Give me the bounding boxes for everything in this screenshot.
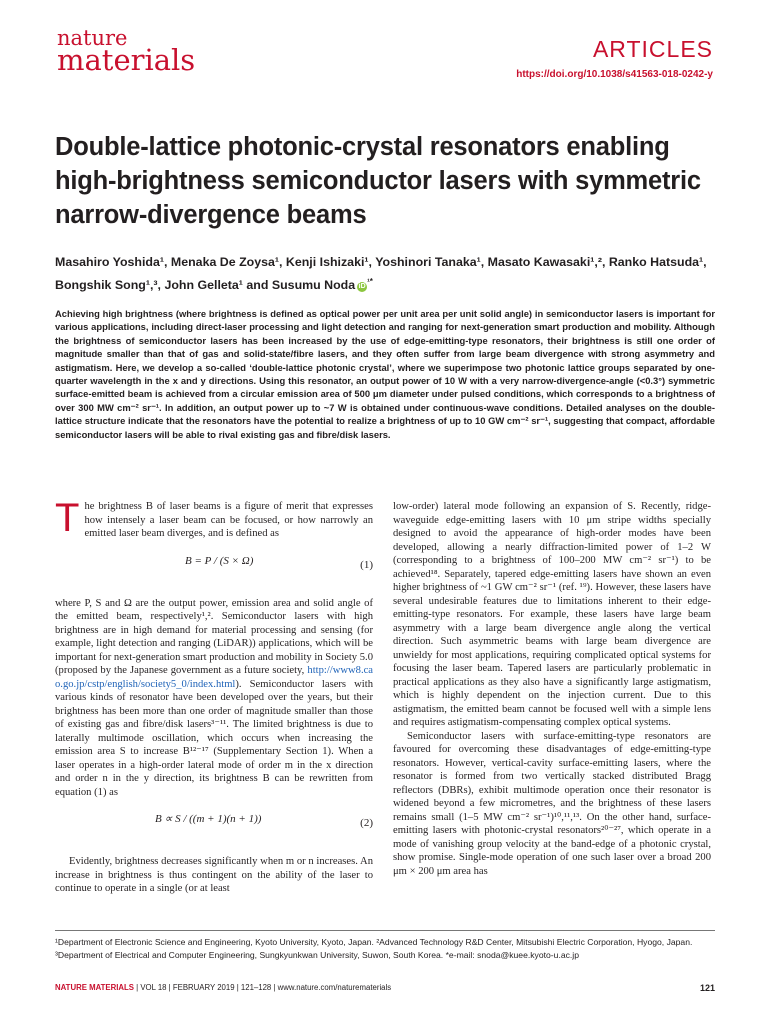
equation-2 <box>55 807 373 847</box>
doi-link[interactable]: https://doi.org/10.1038/s41563-018-0242-y <box>516 69 713 80</box>
paragraph-2: where P, S and Ω are the output power, emission area and solid angle of the emitted beam, respectively¹,². Semiconductor lasers with high brightness are in high demand for material processing and sensing (for example, light detection and ranging (LiDAR)) applications, which will be important for next-generation smart production and mobility in Society 5.0 (proposed by the Japanese government as a future society, <box>55 597 373 676</box>
footnote-divider <box>55 930 715 931</box>
society5-link[interactable]: http://www8.cao.go.jp/cstp/english/society5_0/index.html <box>55 665 374 690</box>
logo-line-materials: materials <box>57 43 196 77</box>
drop-cap: T <box>55 496 80 540</box>
article-title: Double-lattice photonic-crystal resonators enabling high-brightness semiconductor lasers with symmetric narrow-divergence beams <box>55 133 701 229</box>
paragraph-4: Evidently, brightness decreases significantly when m or n increases. An increase in brightness is thus contingent on the ability of the laser to continue to operate in a single (or at least <box>55 856 373 894</box>
right-paragraph-2: Semiconductor lasers with surface-emitting-type resonators are favoured for overcoming these disadvantages of edge-emitting-type resonators. However, vertical-cavity surface-emitting lasers, where the resonator is formed from two vertically stacked distributed Bragg reflectors (DBRs), exhibit multimode operation once their resonator is widened beyond a few micrometres, and the brightness of these lasers remains small (1–5 MW cm⁻² sr⁻¹)¹⁰,¹¹,¹³. On the other hand, surface-emitting lasers with photonic-crystal resonators²⁰⁻²⁷, which operate in a mode of vanishing group velocity at the band-edge of a photonic crystal, show promise. Single-mode operation of one such laser over a broad 200 μm × 200 μm area has <box>393 730 711 877</box>
intro-paragraph: he brightness B of laser beams is a figure of merit that expresses how intensely a laser beam can be focused, or how narrowly an emitted laser beam diverges, and is defined as <box>84 501 373 539</box>
page-footer <box>55 983 715 992</box>
equation-1-formula: B = P / (S × Ω) <box>185 554 254 567</box>
equation-2-formula: B ∝ S / ((m + 1)(n + 1)) <box>155 813 262 825</box>
orcid-icon[interactable]: iD <box>358 283 366 291</box>
abstract: Achieving high brightness (where brightness is defined as optical power per unit area per unit solid angle) in semiconductor lasers is important for various applications, including direct-laser processing and light detection and ranging for next-generation smart production and mobility. Although the brightness of semiconductor lasers has been increased by the use of edge-emitting-type resonators, their brightness is still one order of magnitude smaller than that of gas and solid-state/fibre lasers, and they often suffer from large beam divergence with strong asymmetry and astigmatism. Here, we develop a so-called ‘double-lattice photonic crystal’, where we superimpose two photonic lattice groups separated by one-quarter wavelength in the x and y directions. Using this resonator, an output power of 10 W with a very narrow-divergence-angle (<0.3°) symmetric surface-emitted beam is achieved from a circular emission area of 500 μm diameter under pulsed conditions, which corresponds to a brightness of over 300 MW cm⁻² sr⁻¹. In addition, an output power up to ~7 W is obtained under continuous-wave conditions. Detailed analyses on the double-lattice structure indicate that the resonators have the potential to realize a brightness of up to 10 GW cm⁻² sr⁻¹, suggesting that compact, affordable semiconductor lasers will be able to rival existing gas and fibre/disk lasers. <box>55 308 715 440</box>
equation-2-number: (2) <box>360 817 373 829</box>
equation-1 <box>55 549 373 589</box>
body-right-column <box>393 500 711 878</box>
affiliations-footnote: ¹Department of Electronic Science and Engineering, Kyoto University, Kyoto, Japan. ²Advanced Technology R&D Center, Mitsubishi Electric Corporation, Hyogo, Japan. ³Department of Electrical and Computer Engineering, Sungkyunkwan University, Suwon, South Korea. *e-mail: snoda@kuee.kyoto-u.ac.jp <box>55 937 693 960</box>
author-names: Masahiro Yoshida¹, Menaka De Zoysa¹, Kenji Ishizaki¹, Yoshinori Tanaka¹, Masato Kawasaki¹,², Ranko Hatsuda¹, Bongshik Song¹,³, John Gelleta¹ and Susumu Noda <box>55 255 707 293</box>
right-paragraph-1: low-order) lateral mode following an expansion of S. Recently, ridge-waveguide edge-emitting lasers with 10 μm stripe widths specially designed to avoid the appearance of high-order modes have been developed, allowing a nearly diffraction-limited power of 1–2 W (corresponding to a brightness of 100–200 MW cm⁻² sr⁻¹) to be achieved¹⁸. Separately, tapered edge-emitting lasers have shown an even higher brightness of ~1 GW cm⁻² sr⁻¹ (ref. ¹⁹). However, these lasers have several undesirable features due to limitations inherent to their edge-emitting-type resonators. For example, these lasers have large beam asymmetry with a large beam divergence angle along the vertical direction. Such asymmetric beams with large beam divergence are unwieldy for most applications, requiring complicated optical systems for focusing the laser beam. Tapered lasers are particularly problematic in practical applications as they also have a significantly large astigmatism, which is highly dependent on the injection current. Due to this astigmatism, the emitted beam cannot be focused well with a simple lens and requires astigmatism-compensating complex optical systems. <box>393 501 711 728</box>
logo-line-nature: nature <box>57 26 128 50</box>
paragraph-3: ). Semiconductor lasers with various kinds of resonator have been developed over the years, but their brightness has been more than one order of magnitude smaller than those of existing gas and fibre/disk lasers³⁻¹¹. The limited brightness is due to laterally multimode oscillation, which occurs when increasing the emission area S to increase B¹²⁻¹⁷ (Supplementary Section 1). When a laser operates in a high-order lateral mode of order m in the x direction and order n in the y direction, its brightness B can be rewritten from equation (1) as <box>55 678 373 798</box>
journal-logo <box>57 28 195 75</box>
footer-journal: NATURE MATERIALS <box>55 983 134 992</box>
equation-1-number: (1) <box>360 558 373 571</box>
author-tail: ¹* <box>367 277 373 286</box>
page-number: 121 <box>699 983 715 993</box>
footer-info: | VOL 18 | FEBRUARY 2019 | 121–128 | www.nature.com/naturematerials <box>133 983 392 992</box>
section-label: ARTICLES <box>592 36 713 62</box>
body-left-column <box>55 496 374 896</box>
author-list <box>55 252 725 295</box>
